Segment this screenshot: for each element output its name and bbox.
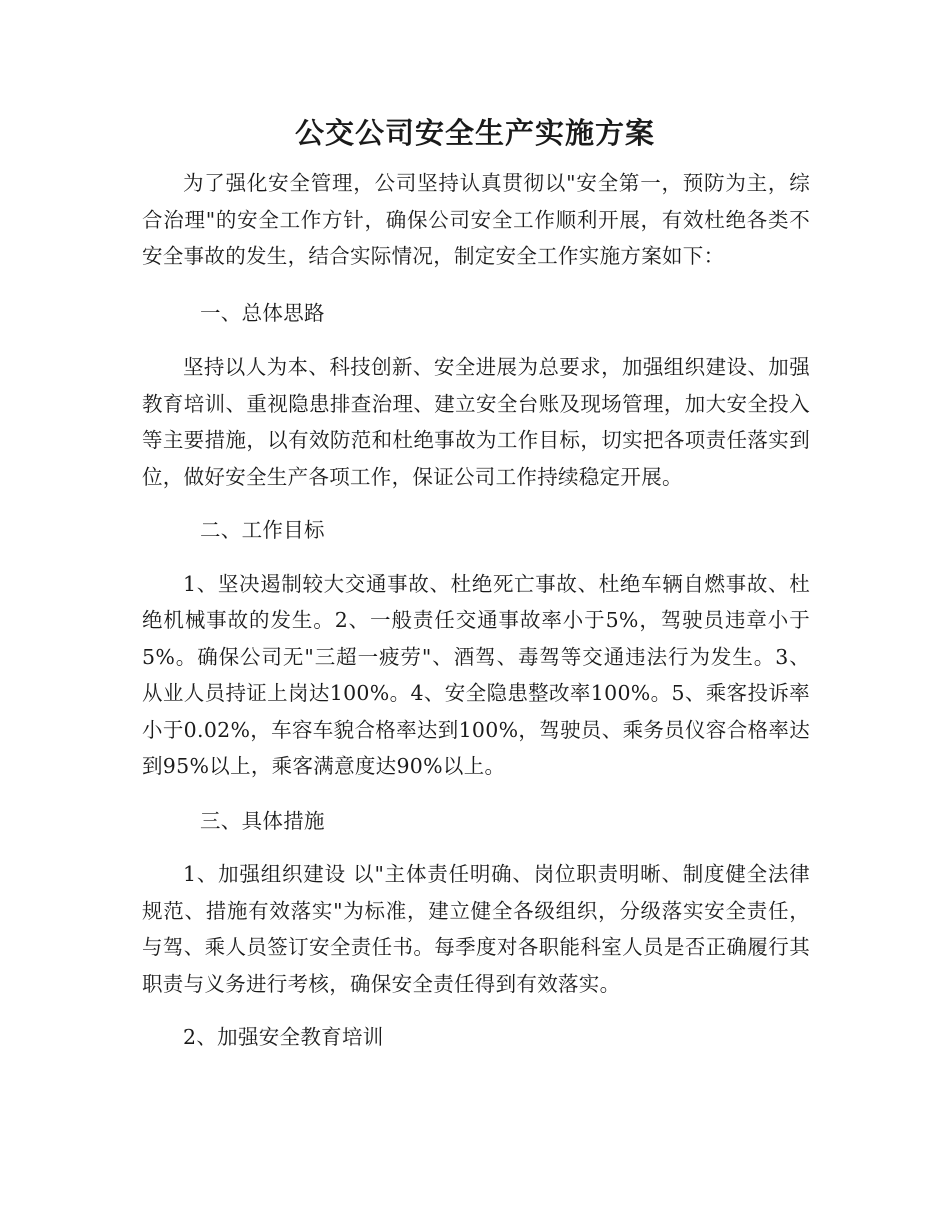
document-title: 公交公司安全生产实施方案 bbox=[294, 116, 655, 150]
measure-training-heading: 2、加强安全教育培训 bbox=[183, 1025, 384, 1049]
section-heading-specific-measures: 三、具体措施 bbox=[200, 808, 325, 833]
overall-approach-paragraph: 坚持以人为本、科技创新、安全进展为总要求，加强组织建设、加强教育培训、重视隐患排查治理、建立安全台账及现场管理，加大安全投入等主要措施，以有效防范和杜绝事故为工作目标，切实把各项责任落实到位，做好安全生产各项工作，保证公司工作持续稳定开展。 bbox=[142, 355, 810, 489]
document-body bbox=[142, 165, 810, 1056]
intro-paragraph: 为了强化安全管理，公司坚持认真贯彻以"安全第一，预防为主，综合治理"的安全工作方针，确保公司安全工作顺利开展，有效杜绝各类不安全事故的发生，结合实际情况，制定安全工作实施方案如下： bbox=[142, 171, 810, 268]
measure-organization-paragraph: 1、加强组织建设 以"主体责任明确、岗位职责明晰、制度健全法律规范、措施有效落实"为标准，建立健全各级组织，分级落实安全责任，与驾、乘人员签订安全责任书。每季度对各职能科室人员是否正确履行其职责与义务进行考核，确保安全责任得到有效落实。 bbox=[142, 862, 810, 996]
section-heading-work-goals: 二、工作目标 bbox=[200, 518, 325, 542]
section-heading-overall-approach: 一、总体思路 bbox=[200, 300, 325, 325]
work-goals-paragraph: 1、坚决遏制较大交通事故、杜绝死亡事故、杜绝车辆自燃事故、杜绝机械事故的发生。2、一般责任交通事故率小于5%，驾驶员违章小于5%。确保公司无"三超一疲劳"、酒驾、毒驾等交通违法行为发生。3、从业人员持证上岗达100%。4、安全隐患整改率100%。5、乘客投诉率小于0.02%，车容车貌合格率达到100%，驾驶员、乘务员仪容合格率达到95%以上，乘客满意度达90%以上。 bbox=[142, 571, 810, 778]
